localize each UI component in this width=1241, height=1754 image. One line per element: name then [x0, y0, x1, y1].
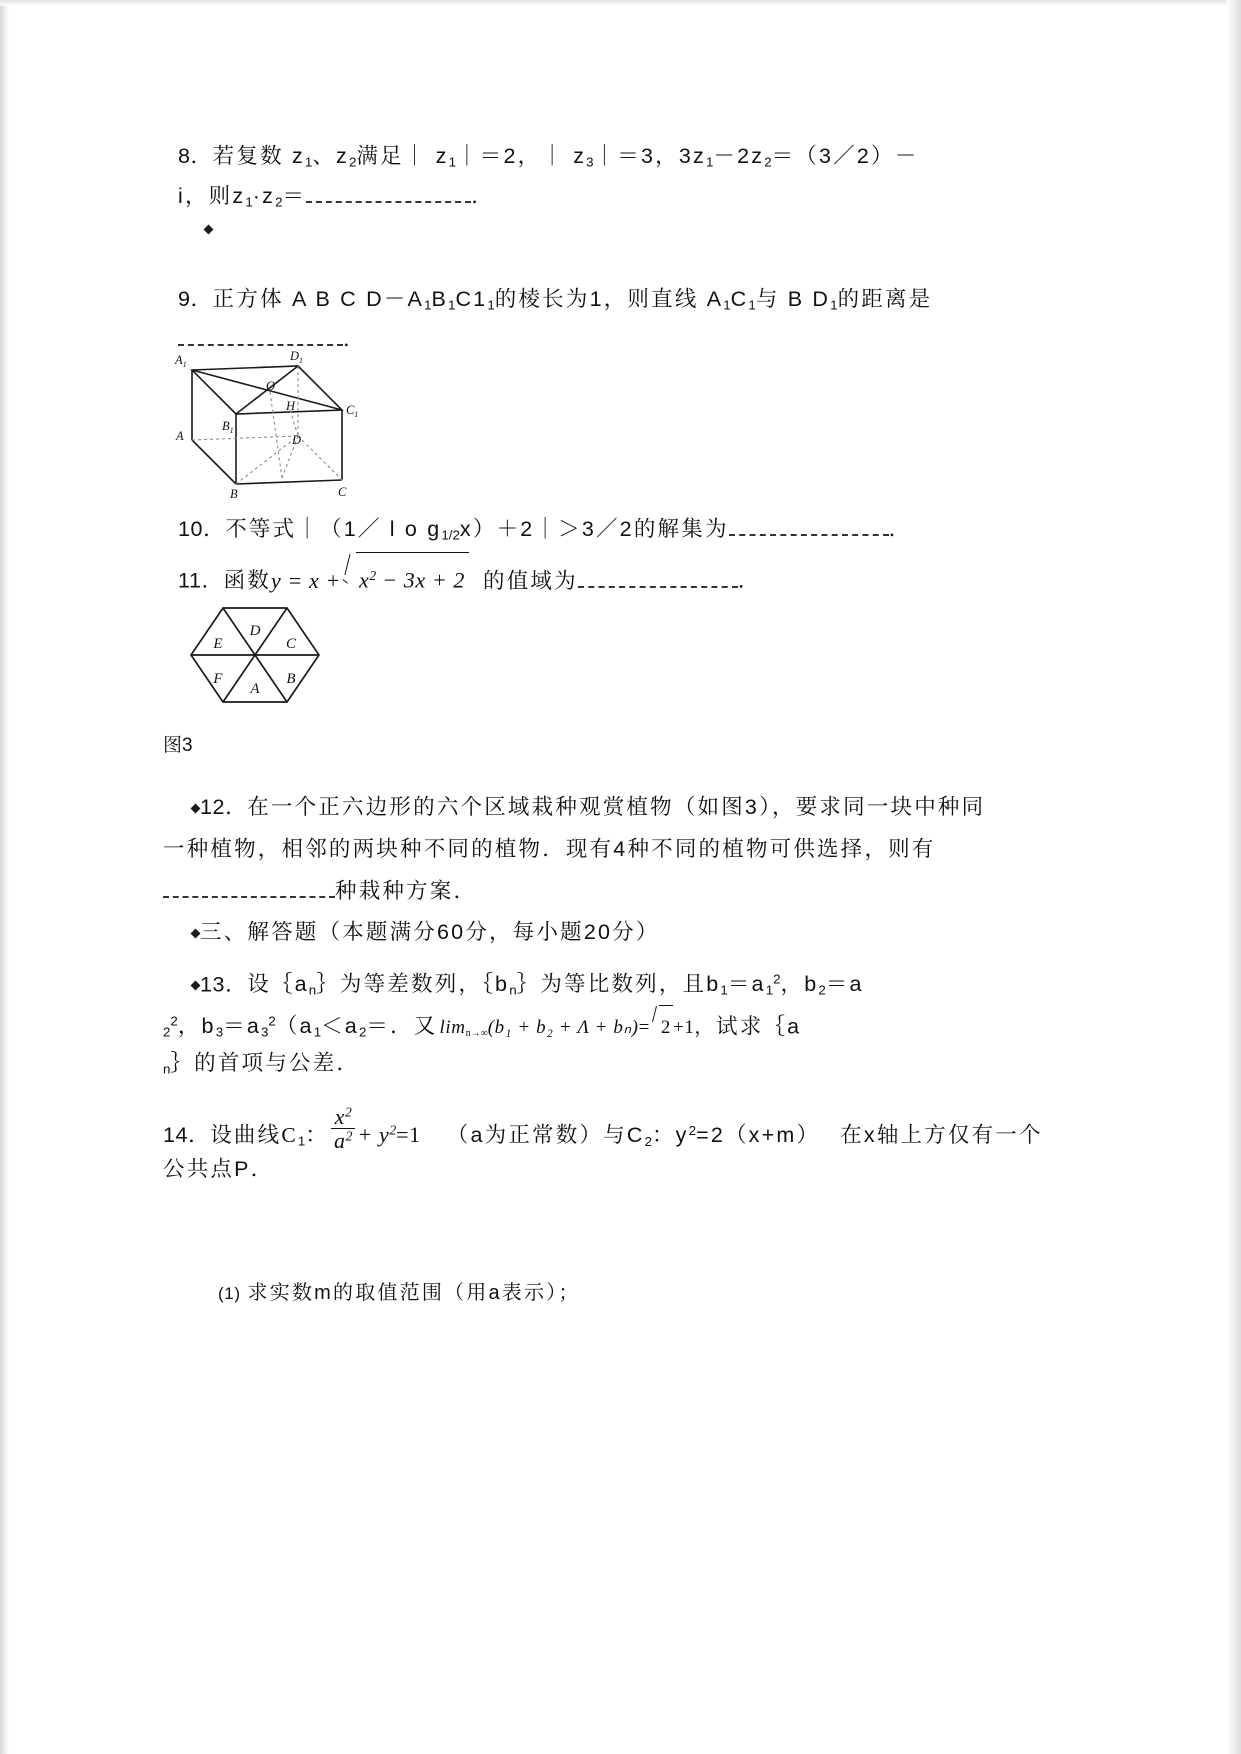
q14-sub1-text: 求实数m的取值范围（用a表示）； [247, 1282, 581, 1304]
q14-equals: =1 [396, 1122, 421, 1148]
q14-ellipse-equation [331, 1105, 355, 1152]
q8-text-c: 满足｜ z [356, 144, 449, 168]
q13-line2-sub-3: 3 [260, 1025, 269, 1041]
q12-line-3-text: 种栽种方案． [335, 879, 478, 903]
q8-marker: 8． [178, 144, 213, 168]
diamond-icon [204, 225, 214, 235]
q8-line2-sub-1: 1 [245, 194, 253, 210]
hexagon-label-E: E [213, 636, 223, 652]
q11-radicand-x: x [358, 567, 370, 593]
q12-line-1-text: 在一个正六边形的六个区域栽种观赏植物（如图3），要求同一块中种同 [247, 795, 986, 819]
diamond-icon [191, 981, 201, 991]
q13-marker: 13． [200, 972, 248, 997]
q9-sub-2: 1 [448, 297, 456, 313]
q14-frac-num [331, 1105, 355, 1129]
q14-sub-c1: 1 [297, 1133, 306, 1149]
hexagon-label-B: B [286, 671, 296, 687]
q8-sub-3: 1 [448, 154, 457, 170]
q11-answer-blank[interactable] [578, 565, 738, 587]
q14-sup-y: 2 [688, 1122, 697, 1138]
q13-lim-body: (b₁ + b₂ + Λ + bₙ) [487, 1017, 639, 1039]
q8-line2-end: ． [471, 184, 494, 208]
q8-trailing-diamond-marker [205, 218, 213, 241]
q14-plus-y: + y [357, 1122, 390, 1148]
q8-sub-4: 3 [586, 154, 594, 170]
cube-label-C: C [338, 485, 347, 498]
q14-text-b: （a为正常数）与C [446, 1123, 645, 1148]
question-14-line-2 [163, 1148, 274, 1191]
scan-edge-top [0, 0, 1241, 6]
q12-answer-blank[interactable] [163, 876, 335, 898]
question-10-line [178, 508, 1118, 557]
q13-limit-expression [440, 1017, 715, 1038]
q9-text-c: C1 [455, 287, 488, 311]
q13-line2-f: 试求｛a [716, 1014, 802, 1039]
q8-text-g: ＝（3／2）－ [771, 144, 919, 168]
q11-radicand-exp: 2 [369, 568, 377, 583]
cube-label-H: H [286, 399, 296, 413]
q12-line-2-text: 一种植物，相邻的两块种不同的植物．现有4种不同的植物可供选择，则有 [163, 837, 936, 861]
section-header-text: 三、解答题（本题满分60分，每小题20分） [200, 920, 660, 944]
q13-line2-d: ＜a [321, 1014, 359, 1039]
q8-text-b: 、z [312, 144, 349, 168]
q13-sqrt2-radicand: 2 [659, 1005, 673, 1049]
q14-marker: 14． [163, 1123, 211, 1148]
q13-text-f: ＝a [825, 972, 864, 997]
question-14-line-1 [163, 1105, 1123, 1163]
q13-text-c: ｝为等比数列，且b [516, 972, 721, 997]
question-14-sub-1 [218, 1272, 581, 1315]
q8-line2-a: i，则z [178, 184, 246, 208]
q9-sub-3: 1 [487, 297, 495, 313]
q13-lim-eq: = [638, 1017, 650, 1039]
q13-line2-c: （a [275, 1014, 314, 1039]
cube-label-A: A [176, 429, 184, 443]
q11-text-a: 函数 [223, 568, 272, 593]
q9-text-g: 的距离是 [837, 287, 933, 311]
q11-marker: 11． [178, 568, 224, 593]
q14-text-e: 在x轴上方仅有一个 [840, 1123, 1043, 1148]
q14-text-a: 设曲线C [210, 1123, 298, 1148]
q14-line-2-text: 公共点P． [163, 1157, 275, 1181]
q13-line2-a: ，b [177, 1014, 216, 1039]
hexagon-label-F: F [213, 671, 223, 687]
hexagon-label-D: D [249, 623, 261, 639]
q9-text-b: B [431, 287, 449, 311]
question-12-line-3 [163, 870, 1083, 913]
hexagon-label-C: C [285, 636, 297, 652]
cube-label-B1: $B_1$ [222, 419, 234, 435]
q10-marker: 10． [178, 517, 226, 541]
q13-sup-1: 2 [773, 972, 781, 987]
q13-line2-b: ＝a [223, 1014, 261, 1039]
q14-sub1-label: (1) [218, 1284, 241, 1303]
cube-label-C1: $C_1$ [346, 403, 359, 419]
q13-sub-3: 1 [720, 983, 728, 999]
q13-line3-text: ｝的首项与公差． [170, 1051, 361, 1075]
q8-answer-blank[interactable] [306, 181, 471, 203]
question-11-line [178, 552, 1118, 603]
question-12-line-2 [163, 828, 1083, 871]
q13-line2-sup-2: 2 [268, 1014, 276, 1029]
question-12-line-1 [192, 786, 1092, 829]
q13-sqrt2 [650, 1005, 673, 1049]
q9-marker: 9． [178, 287, 213, 311]
q14-equation-tail [357, 1122, 420, 1147]
q8-line2-sub-2: 2 [275, 194, 283, 210]
q9-text-a: 正方体 A B C D－A [212, 287, 425, 311]
q8-text-d: ｜＝2，｜ z [456, 144, 587, 168]
q9-sub-5: 1 [748, 297, 756, 313]
q14-text-c: ：y [651, 1123, 689, 1148]
diamond-icon [191, 804, 201, 814]
q13-lim-under: n→∞ [465, 1028, 488, 1040]
q13-lim-symbol: lim [439, 1017, 466, 1039]
q13-line3-sub: n [163, 1061, 171, 1077]
section-header [192, 915, 660, 946]
q13-line2-e: ＝．又 [366, 1014, 438, 1039]
cube-label-O: O [266, 379, 276, 393]
q9-sub-1: 1 [424, 297, 432, 313]
cube-label-D1: $D_1$ [290, 349, 304, 365]
cube-diagram [170, 348, 370, 498]
q14-num-x: x [334, 1104, 345, 1129]
q11-radical [343, 552, 469, 602]
q8-line2-b: ·z [252, 184, 276, 208]
q12-marker: 12． [200, 795, 248, 819]
q11-formula [271, 568, 469, 593]
q9-text-e: C [730, 287, 749, 311]
scan-edge-left [0, 0, 9, 1754]
q10-log-base: 1/2 [441, 527, 460, 543]
question-8-line-2 [178, 175, 1078, 224]
q9-line2-end: ． [343, 327, 366, 351]
q10-answer-blank[interactable] [729, 514, 889, 536]
q13-line2-sub-4: 1 [313, 1025, 322, 1041]
scan-edge-right [1227, 0, 1241, 1754]
cube-label-D: D [292, 433, 302, 447]
q14-frac-den [331, 1129, 355, 1152]
q9-text-d: 的棱长为1，则直线 A [494, 287, 724, 311]
cube-diagram-svg [170, 348, 370, 498]
q9-sub-4: 1 [723, 297, 731, 313]
q11-radicand-rest: − 3x + 2 [382, 567, 466, 593]
hexagon-diagram-svg [190, 600, 320, 710]
cube-label-A1: $A_1$ [175, 353, 187, 369]
q8-text-e: ｜＝3，3z [593, 144, 706, 168]
q9-sub-6: 1 [830, 297, 838, 313]
q13-line2-sub-1: 2 [163, 1025, 171, 1041]
q13-sub-4: 1 [765, 983, 774, 999]
q13-sub-5: 2 [818, 983, 826, 999]
q8-sub-1: 1 [304, 154, 313, 170]
diamond-icon [191, 929, 201, 939]
q11-text-b: 的值域为 [483, 568, 578, 593]
q8-sub-2: 2 [348, 154, 357, 170]
q14-num-exp: 2 [344, 1104, 352, 1120]
hexagon-diagram [190, 600, 320, 710]
q14-text-d: =2（x+m） [696, 1123, 821, 1148]
q13-text-d: ＝a [727, 972, 766, 997]
q14-y-exp: 2 [389, 1122, 397, 1138]
q11-text-end: ． [737, 568, 760, 593]
q13-sub-1: n [308, 983, 317, 999]
q8-text-a: 若复数 z [212, 144, 305, 168]
q13-text-e: ，b [780, 972, 819, 997]
q13-line2-sup-1: 2 [170, 1014, 178, 1029]
question-13-line-3 [163, 1042, 360, 1091]
hexagon-label-A: A [250, 681, 260, 697]
q13-lim-tail: +1， [673, 1017, 715, 1039]
q8-line2-c: ＝ [282, 184, 307, 208]
q13-text-a: 设｛a [247, 972, 309, 997]
q10-text-end: ． [888, 517, 911, 541]
q8-sub-6: 2 [764, 154, 772, 170]
q14-den-a: a [334, 1128, 346, 1154]
figure-caption: 图3 [163, 735, 193, 756]
q13-text-b: ｝为等差数列，｛b [316, 972, 510, 997]
q9-text-f: 与 B D [755, 287, 831, 311]
cube-label-B: B [230, 487, 238, 498]
q13-line2-sub-2: 3 [215, 1025, 224, 1041]
q10-text-a: 不等式｜（1／ l o g [225, 517, 442, 541]
q8-text-f: －2z [713, 144, 765, 168]
q14-colon: ： [305, 1123, 329, 1148]
q8-sub-5: 1 [705, 154, 714, 170]
q13-sub-2: n [509, 983, 517, 999]
q9-answer-blank[interactable] [178, 324, 343, 346]
q11-formula-lhs: y = x + [271, 567, 341, 593]
q14-sub-c2: 2 [644, 1133, 652, 1149]
q13-line2-sub-5: 2 [358, 1025, 367, 1041]
q10-text-b: x）＋2｜＞3／2的解集为 [459, 517, 729, 541]
q14-den-exp: 2 [345, 1128, 353, 1144]
